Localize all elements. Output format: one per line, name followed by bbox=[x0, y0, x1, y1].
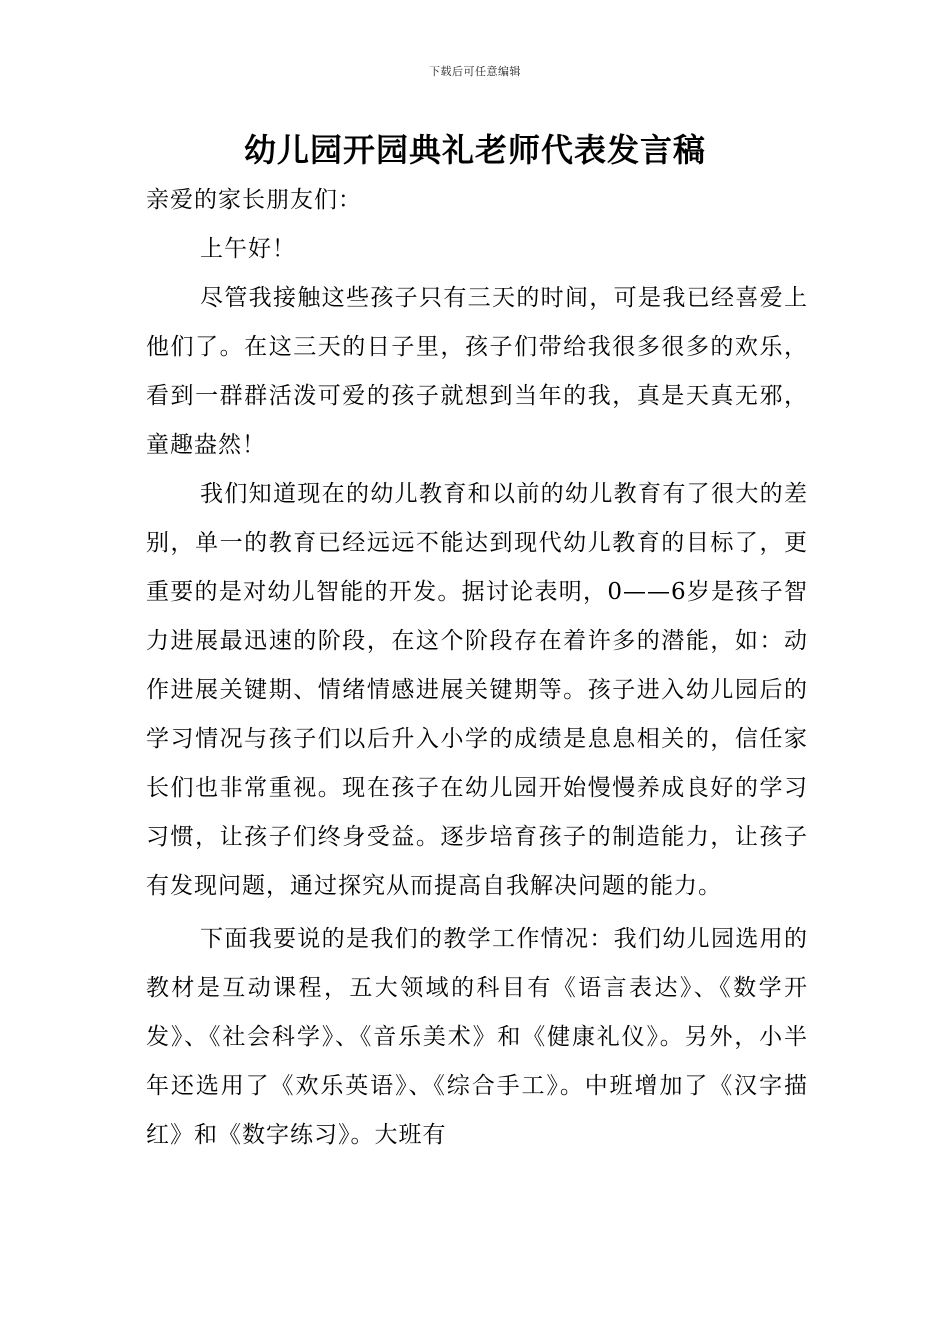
paragraph: 上午好！ bbox=[200, 236, 296, 262]
document-title: 幼儿园开园典礼老师代表发言稿 bbox=[243, 131, 706, 169]
paragraph: 我们知道现在的幼儿教育和以前的幼儿教育有了很大的差别，单一的教育已经远远不能达到现代幼儿教育的目标了，更重要的是对幼儿智能的开发。据讨论表明，0——6岁是孩子智力进展最迅速的阶段，在这个阶段存在着许多的潜能，如：动作进展关键期、情绪情感进展关键期等。孩子进入幼儿园后的学习情况与孩子们以后升入小学的成绩是息息相关的，信任家长们也非常重视。现在孩子在幼儿园开始慢慢养成良好的学习习惯，让孩子们终身受益。逐步培育孩子的制造能力，让孩子有发现问题，通过探究从而提高自我解决问题的能力。 bbox=[146, 481, 808, 899]
salutation: 亲爱的家长朋友们： bbox=[146, 187, 362, 213]
paragraph: 下面我要说的是我们的教学工作情况：我们幼儿园选用的教材是互动课程，五大领域的科目有《语言表达》、《数学开发》、《社会科学》、《音乐美术》和《健康礼仪》。另外，小半年还选用了《欢乐英语》、《综合手工》。中班增加了《汉字描红》和《数字练习》。大班有 bbox=[146, 926, 808, 1148]
header-note: 下载后可任意编辑 bbox=[429, 65, 521, 78]
paragraph: 尽管我接触这些孩子只有三天的时间，可是我已经喜爱上他们了。在这三天的日子里，孩子们带给我很多很多的欢乐，看到一群群活泼可爱的孩子就想到当年的我，真是天真无邪，童趣盎然！ bbox=[146, 285, 808, 458]
document-body bbox=[146, 176, 808, 1160]
